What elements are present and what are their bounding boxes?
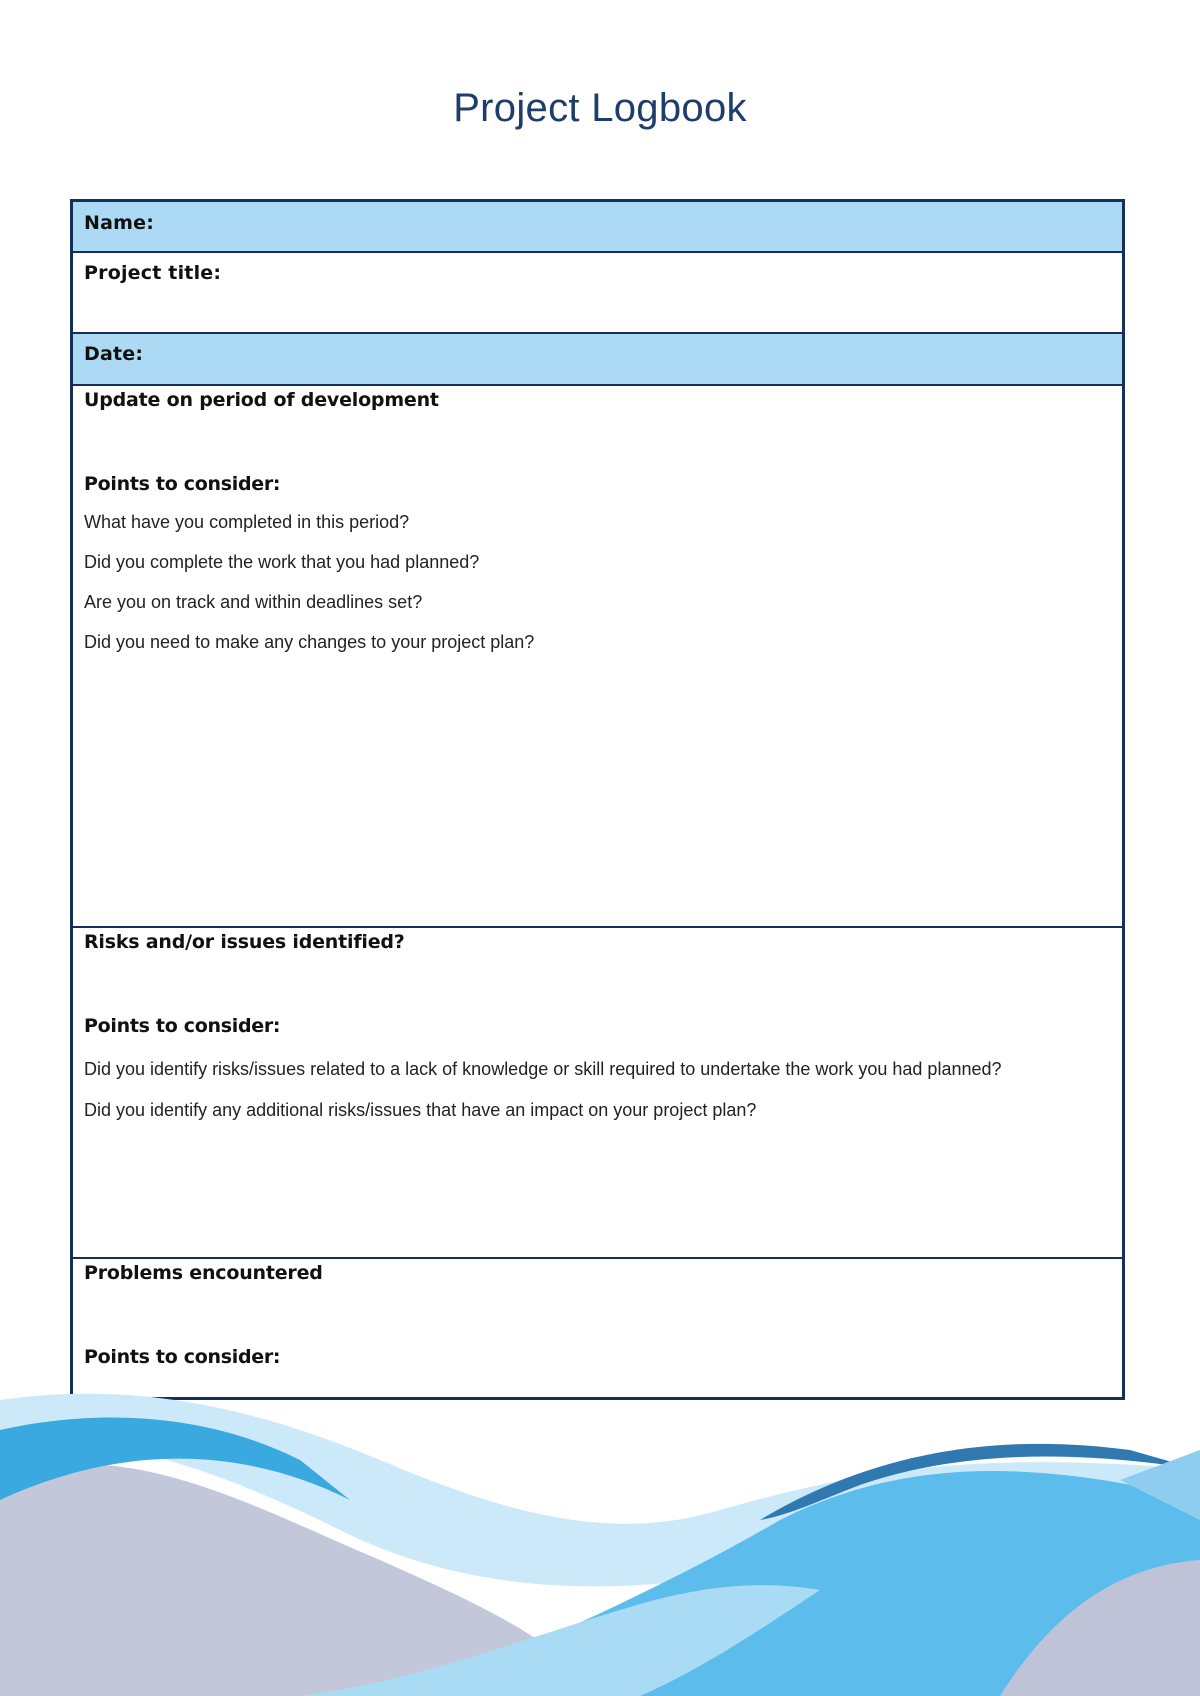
update-section[interactable] (73, 386, 1122, 928)
risks-section[interactable] (73, 928, 1122, 1259)
update-point-2: Did you complete the work that you had planned? (84, 552, 480, 572)
risks-point-2: Did you identify any additional risks/issues that have an impact on your project plan? (84, 1100, 757, 1120)
update-point-3: Are you on track and within deadlines set? (84, 592, 423, 612)
problems-section[interactable] (73, 1259, 1122, 1397)
name-label: Name: (84, 212, 155, 234)
update-points-label: Points to consider: (84, 473, 281, 495)
risks-point-1: Did you identify risks/issues related to a lack of knowledge or skill required to undertake the work you had planned? (84, 1059, 1002, 1079)
update-point-4: Did you need to make any changes to your project plan? (84, 632, 535, 652)
risks-points-label: Points to consider: (84, 1015, 281, 1037)
date-field-row[interactable] (73, 334, 1122, 386)
update-point-1: What have you completed in this period? (84, 512, 410, 532)
problems-points-label: Points to consider: (84, 1346, 281, 1368)
decorative-wave-footer (0, 1390, 1200, 1696)
page-title: Project Logbook (453, 86, 747, 130)
update-section-title: Update on period of development (84, 389, 439, 411)
problems-section-title: Problems encountered (84, 1262, 323, 1284)
date-label: Date: (84, 343, 144, 365)
project-title-label: Project title: (84, 262, 222, 284)
project-title-field-row[interactable] (73, 253, 1122, 334)
name-field-row[interactable] (73, 202, 1122, 253)
risks-section-title: Risks and/or issues identified? (84, 931, 405, 953)
logbook-form (70, 199, 1125, 1400)
